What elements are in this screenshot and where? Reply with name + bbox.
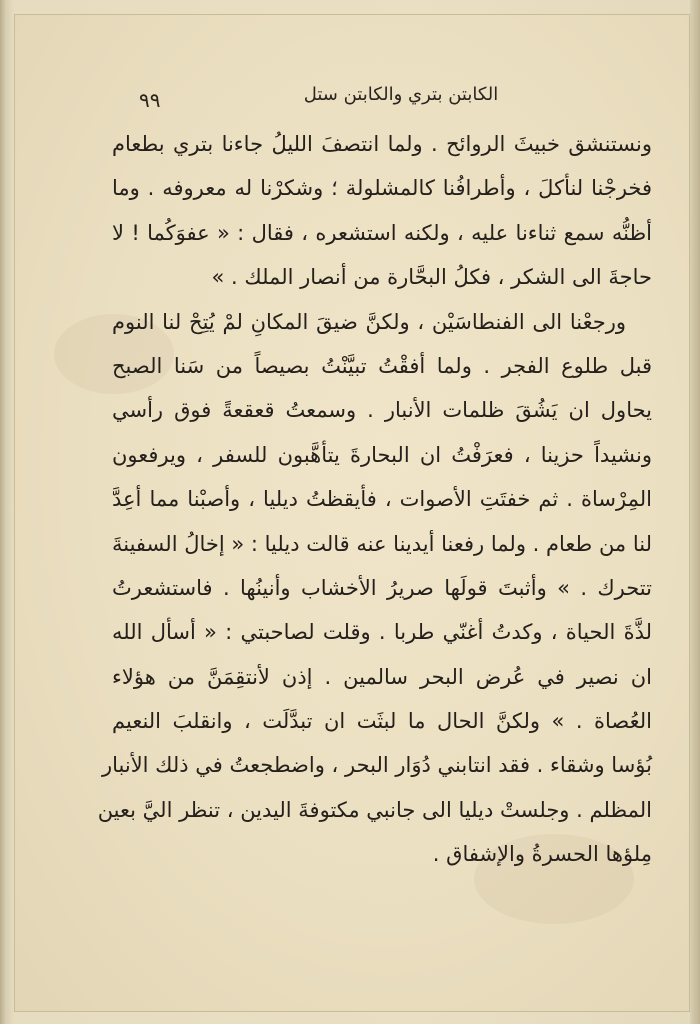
text-line: ورجعْنا الى الفنطاسَيْن ، ولكنَّ ضيقَ المكانِ لمْ يُتِحْ لنا النوم bbox=[112, 309, 626, 334]
text-line: ونشيداً حزينا ، فعرَفْتُ ان البحارةَ يتأهَّبون للسفر ، ويرفعون bbox=[112, 442, 652, 467]
text-line: قبل طلوع الفجر . ولما أفقْتُ تبيَّنْتُ بصيصاً من سَنا الصبح bbox=[112, 353, 652, 378]
text-line: ونستنشق خبيثَ الروائح . ولما انتصفَ الليلُ جاءنا بتري بطعام bbox=[112, 132, 652, 156]
page-edge bbox=[690, 0, 700, 1024]
running-title: الكابتن بتري والكابتن ستل bbox=[303, 84, 499, 105]
text-line: فخرجْنا لنأكلَ ، وأطرافُنا كالمشلولة ؛ وشكرْنا له معروفه . وما bbox=[112, 176, 652, 201]
text-line: تتحرك . » وأثبتَ قولَها صريرُ الأخشاب وأنينُها . فاستشعرتُ bbox=[112, 575, 652, 600]
paper-page bbox=[14, 14, 690, 1012]
text-line: بُؤسا وشقاء . فقد انتابني دُوَار البحر ، واضطجعتُ في ذلك الأنبار bbox=[101, 753, 652, 778]
body-text bbox=[97, 122, 652, 877]
page-number: ٩٩ bbox=[139, 88, 161, 112]
text-line: المظلم . وجلستْ ديليا الى جانبي مكتوفةَ اليدين ، تنظر اليَّ بعين bbox=[97, 797, 652, 822]
text-line: لنا من طعام . ولما رفعنا أيدينا عنه قالت ديليا : « إخالُ السفينةَ bbox=[112, 531, 652, 556]
text-line: حاجةَ الى الشكر ، فكلُ البحَّارة من أنصار الملك . » bbox=[211, 265, 652, 290]
text-line: المِرْساة . ثم خفتَتِ الأصوات ، فأيقظتُ ديليا ، وأصبْنا مما أعِدَّ bbox=[112, 487, 652, 512]
text-line: مِلؤها الحسرةُ والإشفاق . bbox=[432, 842, 652, 867]
text-line: لذَّةَ الحياة ، وكدتُ أغنّي طربا . وقلت لصاحبتي : « أسأل الله bbox=[112, 620, 652, 645]
text-line: ان نصير في عُرض البحر سالمين . إذن لأنتقِمَنَّ من هؤلاء bbox=[112, 664, 652, 689]
text-line: يحاول ان يَشُقَ ظلمات الأنبار . وسمعتُ قعقعةً فوق رأسي bbox=[112, 398, 652, 423]
page-header bbox=[14, 84, 690, 120]
text-line: أظنُّه سمع ثناءنا عليه ، ولكنه استشعره ، فقال : « عفوَكُما ! لا bbox=[112, 220, 652, 245]
text-line: العُصاة . » ولكنَّ الحال ما لبثَت ان تبدَّلَت ، وانقلبَ النعيم bbox=[112, 709, 652, 734]
